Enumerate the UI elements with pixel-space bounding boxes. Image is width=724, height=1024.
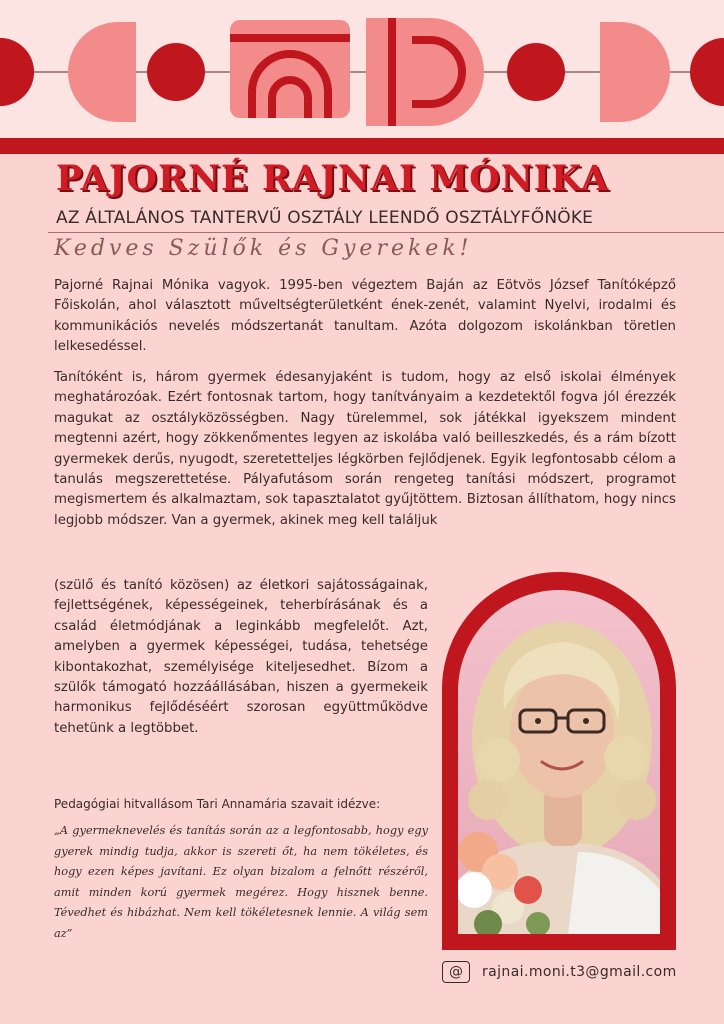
divider [48, 232, 724, 233]
paragraph-teaching: Tanítóként is, három gyermek édesanyjaként is tudom, hogy az első iskolai élmények meghatározóak. Ezért fontosnak tartom, hogy tanítványaim a kezdetektől fogva jól érezzék magukat az osztályközösségben. Nagy türelemmel, sok játékkal igyekszem mindent megtenni azért, hogy zökkenőmentes legyen az iskolába való beilleszkedés, és a rám bízott gyermekek derűs, nyugodt, szeretetteljes légkörben fejlődjenek. Egyik legfontosabb célom a tanulás megszerettetése. Pályafutásom során rengeteg tanítási módszert, programot megismertem és alkalmaztam, sok tapasztalatot gyűjtöttem. Biztosan állíthatom, hogy nincs legjobb módszer. Van a gyermek, akinek meg kell találjuk [54, 370, 676, 528]
page-title: PAJORNÉ RAJNAI MÓNIKA [56, 158, 610, 199]
paragraph-method: (szülő és tanító közösen) az életkori sajátosságainak, fejlettségének, képességeinek, teherbírásának és a család életmódjának a leginkább megfelelőt. Azt, amelyben a gyermek képességei, tudása, tehetsége kibontakozhat, személyisége kiteljesedhet. Bízom a szülők támogató hozzáállásában, hiszen a gyermekeik harmonikus fejlődéséért szorosan együttműködve tehetünk a legtöbbet. [54, 578, 428, 736]
creed-quote: „A gyermeknevelés és tanítás során az a legfontosabb, hogy egy gyerek mindig tudja, akkor is szereti őt, ha nem tökéletes, és hogy ezen képes javítani. Ez olyan bizalom a felnőtt részéről, amit minden korú gyermek megérez. Hogy hisznek benne. Tévedhet és hibázhat. Nem kell tökéletesnek lennie. A világ sem az” [54, 824, 428, 940]
portrait-illustration [458, 590, 660, 934]
deco-pink-half-left-tail [118, 22, 136, 122]
contact-row [442, 958, 677, 986]
creed-label: Pedagógiai hitvallásom Tari Annamária szavait idézve: [54, 797, 381, 811]
paragraph-intro: Pajorné Rajnai Mónika vagyok. 1995-ben végeztem Baján az Eötvös József Tanítóképző Főiskolán, ahol választott műveltségterületként ének-zenét, valamint Nyelvi, irodalmi és kommunikációs nevelés módszertanát tanultam. Azóta dolgozom iskolánkban töretlen lelkesedéssel. [54, 278, 676, 355]
header-stripe [0, 138, 724, 154]
deco-stripe-1 [230, 34, 350, 42]
page-subtitle: AZ ÁLTALÁNOS TANTERVŰ OSZTÁLY LEENDŐ OSZTÁLYFŐNÖKE [56, 208, 594, 228]
deco-pink-half-right [600, 22, 670, 122]
greeting: Kedves Szülők és Gyerekek! [54, 236, 473, 261]
mail-icon: @ [442, 961, 470, 983]
deco-half-circle-left-fill [0, 38, 34, 106]
email-address[interactable]: rajnai.moni.t3@gmail.com [482, 964, 677, 980]
deco-circle-2 [507, 43, 565, 101]
deco-d-shape [366, 18, 484, 126]
deco-pink-half-left [68, 22, 118, 122]
deco-half-circle-right-fill [692, 40, 724, 104]
portrait-photo [458, 590, 660, 934]
decorative-shapes [0, 0, 724, 138]
deco-circle-1 [147, 43, 205, 101]
